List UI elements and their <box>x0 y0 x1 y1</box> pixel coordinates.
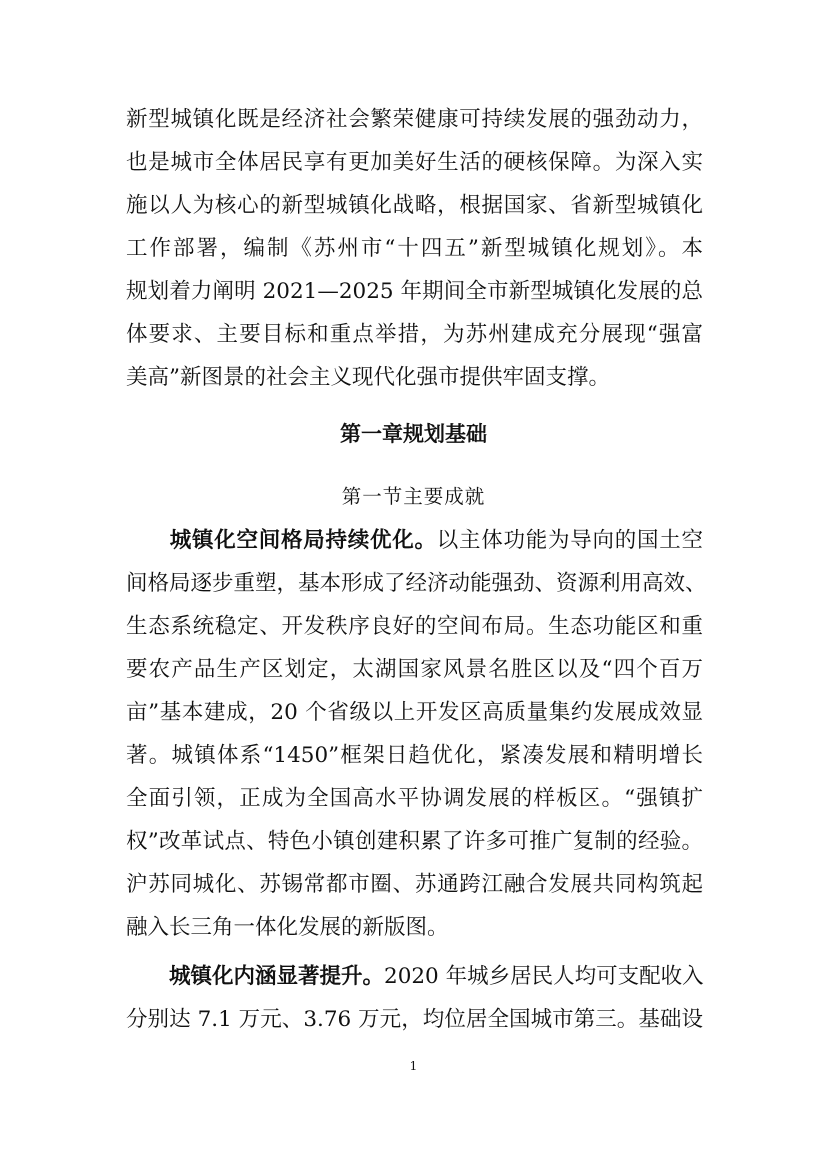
paragraph-line: 分别达 7.1 万元、3.76 万元，均位居全国城市第三。基础设 <box>126 1007 703 1032</box>
paragraph-line: 间格局逐步重塑，基本形成了经济动能强劲、资源利用高效、 <box>126 571 707 596</box>
paragraph-line: 全面引领，正成为全国高水平协调发展的样板区。“强镇扩 <box>126 786 703 811</box>
paragraph-connotation <box>126 955 703 1041</box>
paragraph-line: 权”改革试点、特色小镇创建积累了许多可推广复制的经验。 <box>126 829 703 854</box>
paragraph-line: 生态系统稳定、开发秩序良好的空间布局。生态功能区和重 <box>126 614 703 639</box>
paragraph-line: 沪苏同城化、苏锡常都市圈、苏通跨江融合发展共同构筑起 <box>126 872 703 897</box>
intro-line: 施以人为核心的新型城镇化战略，根据国家、省新型城镇化 <box>126 193 703 218</box>
paragraph-first-line-text: 2020 年城乡居民人均可支配收入 <box>384 964 704 989</box>
paragraph-spatial-layout <box>126 519 707 949</box>
paragraph-lead: 城镇化内涵显著提升。 <box>169 964 385 989</box>
page-number: 1 <box>409 1059 418 1073</box>
paragraph-lead: 城镇化空间格局持续优化。 <box>169 528 437 553</box>
paragraph-first-line <box>126 955 703 998</box>
paragraph-first-line <box>126 519 703 562</box>
intro-line: 规划着力阐明 2021—2025 年期间全市新型城镇化发展的总 <box>126 279 703 304</box>
intro-line: 美高”新图景的社会主义现代化强市提供牢固支撑。 <box>126 365 610 390</box>
intro-line: 工作部署，编制《苏州市“十四五”新型城镇化规划》。本 <box>126 236 703 261</box>
intro-paragraph <box>126 98 703 399</box>
paragraph-line: 著。城镇体系“1450”框架日趋优化，紧凑发展和精明增长 <box>126 743 703 768</box>
chapter-title: 第一章规划基础 <box>340 422 487 446</box>
paragraph-first-line-text: 以主体功能为导向的国土空 <box>436 528 703 553</box>
intro-line: 新型城镇化既是经济社会繁荣健康可持续发展的强劲动力， <box>126 107 703 132</box>
paragraph-line: 亩”基本建成，20 个省级以上开发区高质量集约发展成效显 <box>126 700 703 725</box>
section-title: 第一节主要成就 <box>341 485 486 508</box>
intro-line: 体要求、主要目标和重点举措，为苏州建成充分展现“强富 <box>126 322 703 347</box>
intro-line: 也是城市全体居民享有更加美好生活的硬核保障。为深入实 <box>126 150 703 175</box>
paragraph-line: 要农产品生产区划定，太湖国家风景名胜区以及“四个百万 <box>126 657 703 682</box>
paragraph-line: 融入长三角一体化发展的新版图。 <box>126 915 449 940</box>
